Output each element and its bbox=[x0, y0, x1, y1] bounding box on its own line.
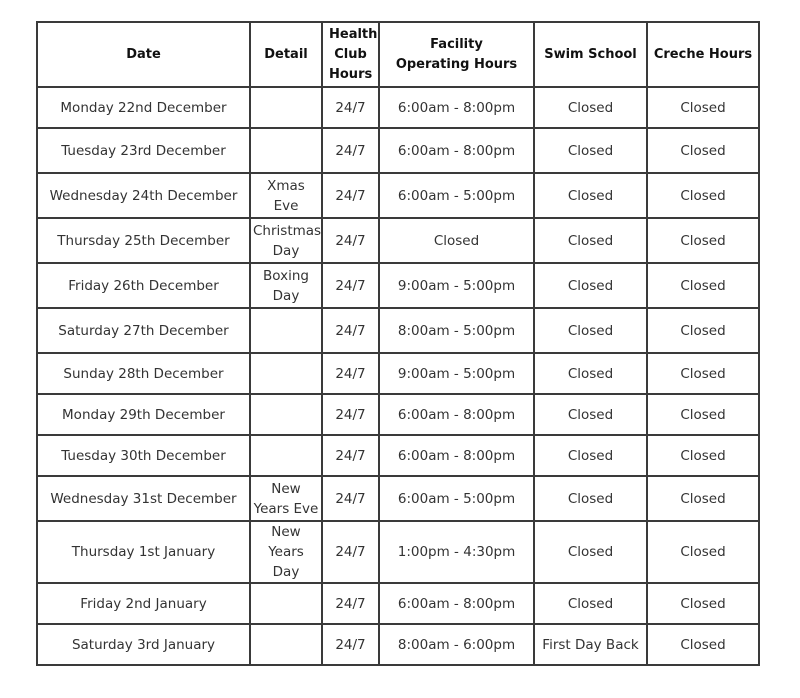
holiday-hours-table bbox=[36, 21, 760, 666]
facility-hours-cell: 8:00am - 6:00pm bbox=[379, 624, 534, 665]
facility-hours-cell: 8:00am - 5:00pm bbox=[379, 308, 534, 353]
swim-school-cell: Closed bbox=[534, 173, 647, 218]
table-row bbox=[37, 583, 759, 624]
swim-school-cell: First Day Back bbox=[534, 624, 647, 665]
health-club-hours-cell: 24/7 bbox=[322, 521, 379, 583]
table-row bbox=[37, 128, 759, 173]
header-date: Date bbox=[37, 22, 250, 87]
swim-school-cell: Closed bbox=[534, 218, 647, 263]
creche-hours-cell: Closed bbox=[647, 353, 759, 394]
creche-hours-cell: Closed bbox=[647, 624, 759, 665]
creche-hours-cell: Closed bbox=[647, 521, 759, 583]
header-facility-operating-hours: Facility Operating Hours bbox=[379, 22, 534, 87]
table-row bbox=[37, 353, 759, 394]
swim-school-cell: Closed bbox=[534, 583, 647, 624]
date-cell: Friday 26th December bbox=[37, 263, 250, 308]
health-club-hours-cell: 24/7 bbox=[322, 583, 379, 624]
table-row bbox=[37, 624, 759, 665]
detail-cell bbox=[250, 435, 322, 476]
health-club-hours-cell: 24/7 bbox=[322, 173, 379, 218]
detail-cell: Xmas Eve bbox=[250, 173, 322, 218]
detail-cell bbox=[250, 583, 322, 624]
swim-school-cell: Closed bbox=[534, 128, 647, 173]
date-cell: Sunday 28th December bbox=[37, 353, 250, 394]
date-cell: Tuesday 30th December bbox=[37, 435, 250, 476]
swim-school-cell: Closed bbox=[534, 476, 647, 521]
detail-cell: New Years Day bbox=[250, 521, 322, 583]
date-cell: Wednesday 24th December bbox=[37, 173, 250, 218]
creche-hours-cell: Closed bbox=[647, 308, 759, 353]
facility-hours-cell: 6:00am - 5:00pm bbox=[379, 476, 534, 521]
creche-hours-cell: Closed bbox=[647, 435, 759, 476]
date-cell: Saturday 3rd January bbox=[37, 624, 250, 665]
facility-hours-cell: 6:00am - 8:00pm bbox=[379, 394, 534, 435]
facility-hours-cell: 6:00am - 8:00pm bbox=[379, 583, 534, 624]
table-row bbox=[37, 263, 759, 308]
health-club-hours-cell: 24/7 bbox=[322, 394, 379, 435]
table-row bbox=[37, 435, 759, 476]
detail-cell bbox=[250, 394, 322, 435]
creche-hours-cell: Closed bbox=[647, 263, 759, 308]
facility-hours-cell: Closed bbox=[379, 218, 534, 263]
detail-cell bbox=[250, 624, 322, 665]
swim-school-cell: Closed bbox=[534, 87, 647, 128]
detail-cell: Boxing Day bbox=[250, 263, 322, 308]
date-cell: Monday 22nd December bbox=[37, 87, 250, 128]
table-row bbox=[37, 521, 759, 583]
facility-hours-cell: 9:00am - 5:00pm bbox=[379, 353, 534, 394]
creche-hours-cell: Closed bbox=[647, 394, 759, 435]
swim-school-cell: Closed bbox=[534, 353, 647, 394]
header-swim-school: Swim School bbox=[534, 22, 647, 87]
creche-hours-cell: Closed bbox=[647, 128, 759, 173]
detail-cell: New Years Eve bbox=[250, 476, 322, 521]
header-detail: Detail bbox=[250, 22, 322, 87]
header-creche-hours: Creche Hours bbox=[647, 22, 759, 87]
table-row bbox=[37, 218, 759, 263]
health-club-hours-cell: 24/7 bbox=[322, 263, 379, 308]
health-club-hours-cell: 24/7 bbox=[322, 624, 379, 665]
table-row bbox=[37, 308, 759, 353]
health-club-hours-cell: 24/7 bbox=[322, 353, 379, 394]
date-cell: Thursday 25th December bbox=[37, 218, 250, 263]
table-row bbox=[37, 87, 759, 128]
swim-school-cell: Closed bbox=[534, 308, 647, 353]
date-cell: Tuesday 23rd December bbox=[37, 128, 250, 173]
header-health-club-hours: Health Club Hours bbox=[322, 22, 379, 87]
swim-school-cell: Closed bbox=[534, 263, 647, 308]
date-cell: Friday 2nd January bbox=[37, 583, 250, 624]
detail-cell bbox=[250, 128, 322, 173]
facility-hours-cell: 6:00am - 8:00pm bbox=[379, 87, 534, 128]
date-cell: Saturday 27th December bbox=[37, 308, 250, 353]
date-cell: Thursday 1st January bbox=[37, 521, 250, 583]
health-club-hours-cell: 24/7 bbox=[322, 308, 379, 353]
creche-hours-cell: Closed bbox=[647, 173, 759, 218]
facility-hours-cell: 6:00am - 5:00pm bbox=[379, 173, 534, 218]
date-cell: Wednesday 31st December bbox=[37, 476, 250, 521]
health-club-hours-cell: 24/7 bbox=[322, 435, 379, 476]
table-row bbox=[37, 476, 759, 521]
table-row bbox=[37, 394, 759, 435]
table-row bbox=[37, 173, 759, 218]
facility-hours-cell: 6:00am - 8:00pm bbox=[379, 435, 534, 476]
swim-school-cell: Closed bbox=[534, 394, 647, 435]
health-club-hours-cell: 24/7 bbox=[322, 128, 379, 173]
creche-hours-cell: Closed bbox=[647, 476, 759, 521]
detail-cell bbox=[250, 308, 322, 353]
header-row bbox=[37, 22, 759, 87]
facility-hours-cell: 1:00pm - 4:30pm bbox=[379, 521, 534, 583]
creche-hours-cell: Closed bbox=[647, 583, 759, 624]
date-cell: Monday 29th December bbox=[37, 394, 250, 435]
detail-cell bbox=[250, 87, 322, 128]
swim-school-cell: Closed bbox=[534, 521, 647, 583]
facility-hours-cell: 9:00am - 5:00pm bbox=[379, 263, 534, 308]
health-club-hours-cell: 24/7 bbox=[322, 476, 379, 521]
creche-hours-cell: Closed bbox=[647, 87, 759, 128]
creche-hours-cell: Closed bbox=[647, 218, 759, 263]
swim-school-cell: Closed bbox=[534, 435, 647, 476]
health-club-hours-cell: 24/7 bbox=[322, 87, 379, 128]
health-club-hours-cell: 24/7 bbox=[322, 218, 379, 263]
facility-hours-cell: 6:00am - 8:00pm bbox=[379, 128, 534, 173]
detail-cell: Christmas Day bbox=[250, 218, 322, 263]
detail-cell bbox=[250, 353, 322, 394]
